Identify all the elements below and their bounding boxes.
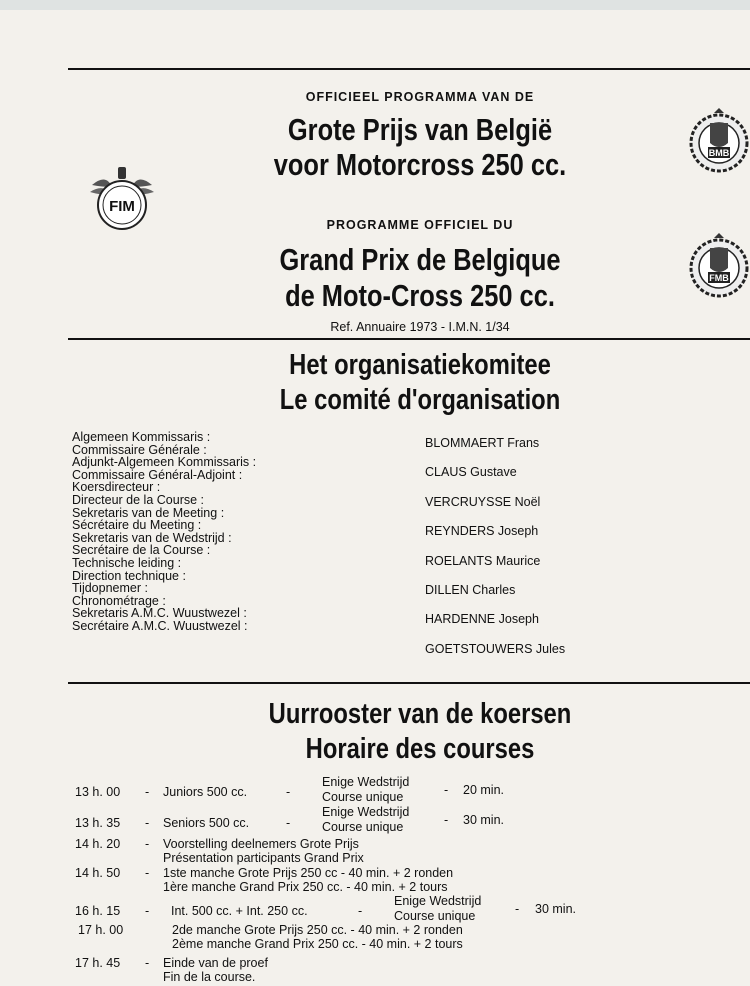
schedule-dash: - bbox=[145, 837, 150, 851]
committee-rule bbox=[68, 682, 750, 684]
schedule-duration: 20 min. bbox=[463, 783, 504, 797]
member-name: GOETSTOUWERS Jules bbox=[425, 641, 566, 656]
role-label: Sekretaris A.M.C. Wuustwezel : bbox=[72, 606, 247, 621]
nl-title-line-1: Grote Prijs van België bbox=[287, 112, 553, 147]
schedule-dash: - bbox=[286, 816, 291, 830]
schedule-title-fr: Horaire des courses bbox=[305, 733, 535, 765]
schedule-type-fr: Course unique bbox=[394, 909, 476, 923]
role-label: Directeur de la Course : bbox=[72, 492, 205, 507]
schedule-line: Fin de la course. bbox=[163, 970, 256, 984]
schedule-dash: - bbox=[444, 783, 449, 797]
schedule-time: 14 h. 50 bbox=[75, 866, 121, 880]
committee-title-nl: Het organisatiekomitee bbox=[289, 349, 551, 381]
schedule-event: Seniors 500 cc. bbox=[163, 816, 250, 830]
fmb-logo-icon bbox=[688, 230, 750, 305]
schedule-time: 13 h. 35 bbox=[75, 816, 121, 830]
schedule-line: 2ème manche Grand Prix 250 cc. - 40 min. + 2 tours bbox=[172, 937, 463, 951]
committee-names bbox=[425, 436, 565, 671]
fim-logo-icon bbox=[88, 165, 156, 245]
page-edge bbox=[0, 0, 750, 10]
role-label: Commissaire Général-Adjoint : bbox=[72, 467, 243, 482]
top-rule bbox=[68, 68, 750, 70]
schedule-line: 1ère manche Grand Prix 250 cc. - 40 min. + 2 tours bbox=[163, 880, 448, 894]
schedule-line: Présentation participants Grand Prix bbox=[163, 851, 364, 865]
schedule-dash: - bbox=[286, 785, 291, 799]
role-label: Algemeen Kommissaris : bbox=[72, 430, 211, 444]
schedule-dash: - bbox=[145, 956, 150, 970]
committee-title-fr: Le comité d'organisation bbox=[279, 384, 561, 416]
nl-subtitle: OFFICIEEL PROGRAMMA VAN DE bbox=[305, 90, 535, 104]
member-name: CLAUS Gustave bbox=[425, 465, 517, 480]
schedule-dash: - bbox=[444, 813, 449, 827]
schedule-type-nl: Enige Wedstrijd bbox=[322, 775, 410, 789]
role-label: Direction technique : bbox=[72, 568, 186, 583]
bmb-logo-text: BMB bbox=[708, 148, 730, 158]
member-name: ROELANTS Maurice bbox=[425, 553, 541, 568]
schedule-time: 17 h. 45 bbox=[75, 956, 121, 970]
member-name: DILLEN Charles bbox=[425, 582, 516, 597]
schedule-line: Einde van de proef bbox=[163, 956, 268, 970]
nl-title-line-2: voor Motorcross 250 cc. bbox=[273, 147, 567, 182]
schedule-dash: - bbox=[145, 816, 150, 830]
role-label: Sekretaris van de Wedstrijd : bbox=[72, 530, 232, 545]
committee-roles bbox=[72, 431, 256, 633]
role-label: Sekretaris van de Meeting : bbox=[72, 505, 225, 520]
schedule-time: 13 h. 00 bbox=[75, 785, 121, 799]
role-label: Commissaire Générale : bbox=[72, 442, 207, 457]
schedule-dash: - bbox=[358, 904, 363, 918]
schedule-type-nl: Enige Wedstrijd bbox=[322, 805, 410, 819]
fmb-logo-text: FMB bbox=[709, 273, 729, 283]
schedule-time: 17 h. 00 bbox=[78, 923, 124, 937]
schedule-time: 14 h. 20 bbox=[75, 837, 121, 851]
role-label: Secrétaire A.M.C. Wuustwezel : bbox=[72, 618, 248, 633]
role-label: Secrétaire de la Course : bbox=[72, 543, 211, 558]
member-name: BLOMMAERT Frans bbox=[425, 436, 540, 450]
schedule-title-nl: Uurrooster van de koersen bbox=[268, 698, 572, 730]
schedule-event: Int. 500 cc. + Int. 250 cc. bbox=[171, 904, 308, 918]
fim-logo-text: FIM bbox=[109, 198, 135, 215]
schedule-duration: 30 min. bbox=[463, 813, 504, 827]
schedule-dash: - bbox=[145, 904, 150, 918]
schedule-line: 1ste manche Grote Prijs 250 cc - 40 min. + 2 ronden bbox=[163, 866, 454, 880]
schedule-duration: 30 min. bbox=[535, 902, 576, 916]
role-label: Technische leiding : bbox=[72, 555, 182, 570]
schedule-dash: - bbox=[145, 866, 150, 880]
role-label: Adjunkt-Algemeen Kommissaris : bbox=[72, 455, 257, 470]
schedule-line: 2de manche Grote Prijs 250 cc. - 40 min. + 2 ronden bbox=[172, 923, 463, 937]
schedule-dash: - bbox=[145, 785, 150, 799]
schedule-type-fr: Course unique bbox=[322, 790, 404, 804]
show-through-ghost-text bbox=[65, 75, 73, 107]
role-label: Koersdirecteur : bbox=[72, 480, 161, 495]
schedule-event: Juniors 500 cc. bbox=[163, 785, 248, 799]
reference-line: Ref. Annuaire 1973 - I.M.N. 1/34 bbox=[330, 320, 510, 334]
schedule-dash: - bbox=[515, 902, 520, 916]
role-label: Chronométrage : bbox=[72, 593, 166, 608]
fr-subtitle: PROGRAMME OFFICIEL DU bbox=[326, 218, 514, 232]
fr-title-line-1: Grand Prix de Belgique bbox=[279, 242, 561, 277]
role-label: Tijdopnemer : bbox=[72, 581, 148, 596]
bmb-logo-icon bbox=[688, 107, 750, 180]
member-name: VERCRUYSSE Noël bbox=[425, 494, 541, 509]
schedule-time: 16 h. 15 bbox=[75, 904, 121, 918]
member-name: HARDENNE Joseph bbox=[425, 612, 539, 627]
schedule-line: Voorstelling deelnemers Grote Prijs bbox=[163, 837, 359, 851]
header-rule bbox=[68, 338, 750, 340]
member-name: REYNDERS Joseph bbox=[425, 524, 539, 539]
schedule-type-fr: Course unique bbox=[322, 820, 404, 834]
schedule-type-nl: Enige Wedstrijd bbox=[394, 894, 482, 908]
role-label: Sécrétaire du Meeting : bbox=[72, 518, 202, 533]
fr-title-line-2: de Moto-Cross 250 cc. bbox=[285, 278, 555, 313]
